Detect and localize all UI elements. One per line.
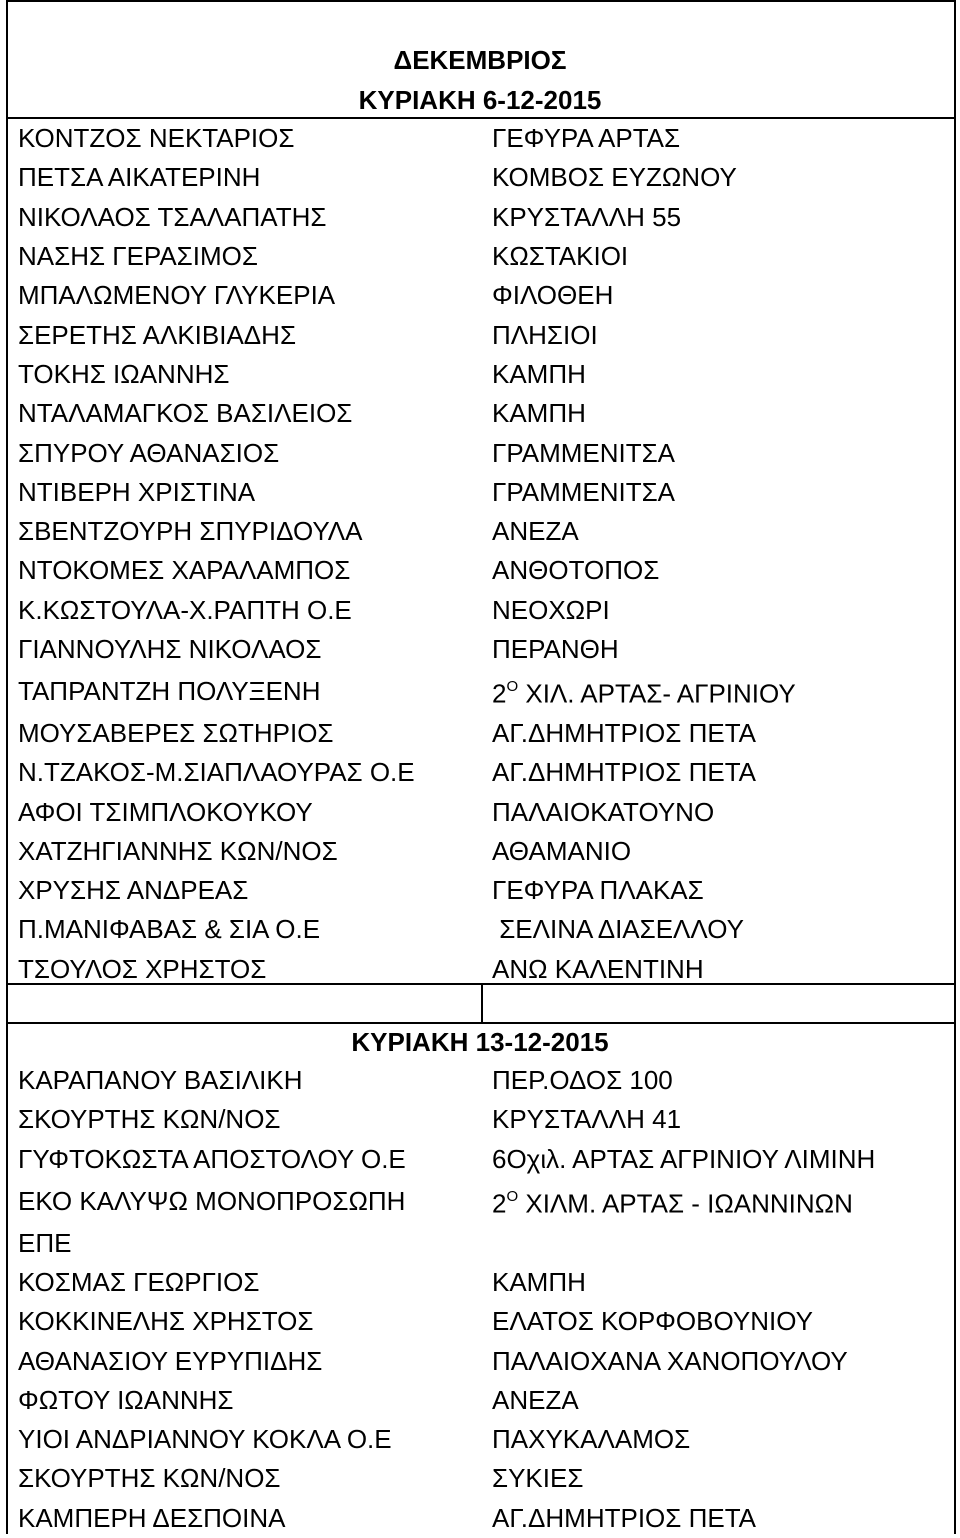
station-name: ΝΙΚΟΛΑΟΣ ΤΣΑΛΑΠΑΤΗΣ <box>18 201 327 232</box>
station-location: ΚΟΜΒΟΣ ΕΥΖΩΝΟΥ <box>492 162 737 193</box>
table-row <box>18 1263 952 1302</box>
station-name: ΣΠΥΡΟΥ ΑΘΑΝΑΣΙΟΣ <box>18 437 280 468</box>
station-location: 6Οχιλ. ΑΡΤΑΣ ΑΓΡΙΝΙΟΥ ΛΙΜΙΝΗ <box>492 1143 876 1174</box>
table-row <box>18 910 952 949</box>
station-name: Κ.ΚΩΣΤΟΥΛΑ-Χ.ΡΑΠΤΗ Ο.Ε <box>18 594 352 625</box>
schedule-table-2 <box>18 1061 952 1538</box>
station-name: ΤΟΚΗΣ ΙΩΑΝΝΗΣ <box>18 358 230 389</box>
table-row <box>18 315 952 354</box>
station-name: ΧΑΤΖΗΓΙΑΝΝΗΣ ΚΩΝ/ΝΟΣ <box>18 835 338 866</box>
station-name: ΥΙΟΙ ΑΝΔΡΙΑΝΝΟΥ ΚΟΚΛΑ Ο.Ε <box>18 1424 392 1455</box>
table-row <box>18 355 952 394</box>
station-name: ΑΦΟΙ ΤΣΙΜΠΛΟΚΟΥΚΟΥ <box>18 796 313 827</box>
station-location: ΓΕΦΥΡΑ ΑΡΤΑΣ <box>492 123 681 154</box>
table-row <box>18 1179 952 1224</box>
station-location: ΦΙΛΟΘΕΗ <box>492 280 614 311</box>
station-name: ΑΘΑΝΑΣΙΟΥ ΕΥΡΥΠΙΔΗΣ <box>18 1345 323 1376</box>
table-row <box>18 473 952 512</box>
station-location: ΝΕΟΧΩΡΙ <box>492 594 610 625</box>
table-row <box>18 1341 952 1380</box>
station-location: ΠΑΛΑΙΟΚΑΤΟΥΝΟ <box>492 796 715 827</box>
station-location: ΚΩΣΤΑΚΙΟΙ <box>492 241 629 272</box>
station-location: ΑΓ.ΔΗΜΗΤΡΙΟΣ ΠΕΤΑ <box>492 717 756 748</box>
station-location: ΓΕΦΥΡΑ ΠΛΑΚΑΣ <box>492 875 704 906</box>
table-row <box>18 753 952 792</box>
location-text: ΧΙΛΜ. ΑΡΤΑΣ - ΙΩΑΝΝΙΝΩΝ <box>518 1188 853 1219</box>
table-row <box>18 198 952 237</box>
station-location: ΑΝΕΖΑ <box>492 516 579 547</box>
station-name: ΤΑΠΡΑΝΤΖΗ ΠΟΛΥΞΕΝΗ <box>18 675 321 706</box>
ordinal-number: 2 <box>492 1188 507 1219</box>
station-location: ΑΝΘΟΤΟΠΟΣ <box>492 555 660 586</box>
station-name: ΜΟΥΣΑΒΕΡΕΣ ΣΩΤΗΡΙΟΣ <box>18 717 334 748</box>
station-location: ΑΓ.ΔΗΜΗΤΡΙΟΣ ΠΕΤΑ <box>492 1502 756 1533</box>
table-row <box>18 832 952 871</box>
station-location: ΠΕΡ.ΟΔΟΣ 100 <box>492 1065 673 1096</box>
table-row <box>18 792 952 831</box>
table-row <box>18 1420 952 1459</box>
station-name: ΕΚΟ ΚΑΛΥΨΩ ΜΟΝΟΠΡΟΣΩΠΗ <box>18 1185 406 1216</box>
table-row <box>18 669 952 714</box>
station-name: ΝΑΣΗΣ ΓΕΡΑΣΙΜΟΣ <box>18 241 258 272</box>
table-row <box>18 433 952 472</box>
station-name: ΚΑΜΠΕΡΗ ΔΕΣΠΟΙΝΑ <box>18 1502 286 1533</box>
station-name: ΠΕΤΣΑ ΑΙΚΑΤΕΡΙΝΗ <box>18 162 261 193</box>
table-row <box>18 871 952 910</box>
station-location: ΚΑΜΠΗ <box>492 1266 586 1297</box>
ordinal-suffix: Ο <box>506 1187 519 1205</box>
table-row <box>18 237 952 276</box>
station-name: ΕΠΕ <box>18 1227 72 1258</box>
station-name: Π.ΜΑΝΙΦΑΒΑΣ & ΣΙΑ Ο.Ε <box>18 914 321 945</box>
divider <box>6 1022 956 1024</box>
station-location: ΣΥΚΙΕΣ <box>492 1463 584 1494</box>
station-name: ΧΡΥΣΗΣ ΑΝΔΡΕΑΣ <box>18 875 249 906</box>
section1-date: ΚΥΡΙΑΚΗ 6-12-2015 <box>358 85 602 115</box>
station-name: ΓΙΑΝΝΟΥΛΗΣ ΝΙΚΟΛΑΟΣ <box>18 634 322 664</box>
station-location <box>492 1179 952 1224</box>
station-location: ΓΡΑΜΜΕΝΙΤΣΑ <box>492 476 676 507</box>
station-name: ΝΤΟΚΟΜΕΣ ΧΑΡΑΛΑΜΠΟΣ <box>18 555 351 586</box>
station-name: ΜΠΑΛΩΜΕΝΟΥ ΓΛΥΚΕΡΙΑ <box>18 280 336 311</box>
table-row <box>18 512 952 551</box>
column-divider <box>481 983 483 1023</box>
table-row <box>18 1140 952 1179</box>
station-name: ΚΑΡΑΠΑΝΟΥ ΒΑΣΙΛΙΚΗ <box>18 1065 303 1096</box>
station-location: ΚΑΜΠΗ <box>492 398 586 429</box>
station-name: ΣΚΟΥΡΤΗΣ ΚΩΝ/ΝΟΣ <box>18 1104 281 1135</box>
month-heading: ΔΕΚΕΜΒΡΙΟΣ <box>393 45 567 75</box>
station-name: ΣΚΟΥΡΤΗΣ ΚΩΝ/ΝΟΣ <box>18 1463 281 1494</box>
table-row <box>18 276 952 315</box>
table-row <box>18 1459 952 1498</box>
station-name: ΝΤΑΛΑΜΑΓΚΟΣ ΒΑΣΙΛΕΙΟΣ <box>18 398 353 429</box>
station-location <box>492 669 952 714</box>
station-location: ΠΛΗΣΙΟΙ <box>492 319 598 350</box>
station-name: ΚΟΣΜΑΣ ΓΕΩΡΓΙΟΣ <box>18 1266 260 1297</box>
table-row <box>18 394 952 433</box>
station-location: ΚΑΜΠΗ <box>492 358 586 389</box>
station-name: ΓΥΦΤΟΚΩΣΤΑ ΑΠΟΣΤΟΛΟΥ Ο.Ε <box>18 1143 406 1174</box>
table-row <box>18 630 952 669</box>
station-name: ΣΕΡΕΤΗΣ ΑΛΚΙΒΙΑΔΗΣ <box>18 319 297 350</box>
table-row <box>18 714 952 753</box>
station-location: ΚΡΥΣΤΑΛΛΗ 55 <box>492 201 682 232</box>
table-row <box>18 1100 952 1139</box>
ordinal-suffix: Ο <box>506 678 519 696</box>
table-row <box>18 1224 952 1263</box>
table-row <box>18 1061 952 1100</box>
station-name: ΝΤΙΒΕΡΗ ΧΡΙΣΤΙΝΑ <box>18 476 256 507</box>
station-location: ΣΕΛΙΝΑ ΔΙΑΣΕΛΛΟΥ <box>492 914 744 945</box>
station-location: ΑΝΩ ΚΑΛΕΝΤΙΝΗ <box>492 953 704 984</box>
ordinal-number: 2 <box>492 678 507 709</box>
station-name: ΚΟΝΤΖΟΣ ΝΕΚΤΑΡΙΟΣ <box>18 123 295 154</box>
station-name: ΚΟΚΚΙΝΕΛΗΣ ΧΡΗΣΤΟΣ <box>18 1306 314 1337</box>
station-name: ΦΩΤΟΥ ΙΩΑΝΝΗΣ <box>18 1384 234 1415</box>
station-location: ΓΡΑΜΜΕΝΙΤΣΑ <box>492 437 676 468</box>
station-location: ΠΑΧΥΚΑΛΑΜΟΣ <box>492 1424 691 1455</box>
location-text: ΧΙΛ. ΑΡΤΑΣ- ΑΓΡΙΝΙΟΥ <box>518 678 796 709</box>
section2-date: ΚΥΡΙΑΚΗ 13-12-2015 <box>351 1027 609 1057</box>
station-location: ΠΕΡΑΝΘΗ <box>492 634 619 664</box>
station-location: ΑΘΑΜΑΝΙΟ <box>492 835 632 866</box>
station-location: ΑΝΕΖΑ <box>492 1384 579 1415</box>
station-location <box>492 1224 952 1263</box>
table-row <box>18 1381 952 1420</box>
table-row <box>18 1302 952 1341</box>
station-name: ΤΣΟΥΛΟΣ ΧΡΗΣΤΟΣ <box>18 953 267 984</box>
schedule-table-1 <box>18 119 952 989</box>
table-row <box>18 591 952 630</box>
table-row <box>18 551 952 590</box>
station-name: ΣΒΕΝΤΖΟΥΡΗ ΣΠΥΡΙΔΟΥΛΑ <box>18 516 363 547</box>
table-row <box>18 158 952 197</box>
station-location: ΠΑΛΑΙΟΧΑΝΑ ΧΑΝΟΠΟΥΛΟΥ <box>492 1345 848 1376</box>
station-name: Ν.ΤΖΑΚΟΣ-Μ.ΣΙΑΠΛΑΟΥΡΑΣ Ο.Ε <box>18 757 415 788</box>
station-location: ΚΡΥΣΤΑΛΛΗ 41 <box>492 1104 682 1135</box>
table-row <box>18 119 952 158</box>
table-row <box>18 1499 952 1538</box>
station-location: ΕΛΑΤΟΣ ΚΟΡΦΟΒΟΥΝΙΟΥ <box>492 1306 813 1337</box>
station-location: ΑΓ.ΔΗΜΗΤΡΙΟΣ ΠΕΤΑ <box>492 757 756 788</box>
